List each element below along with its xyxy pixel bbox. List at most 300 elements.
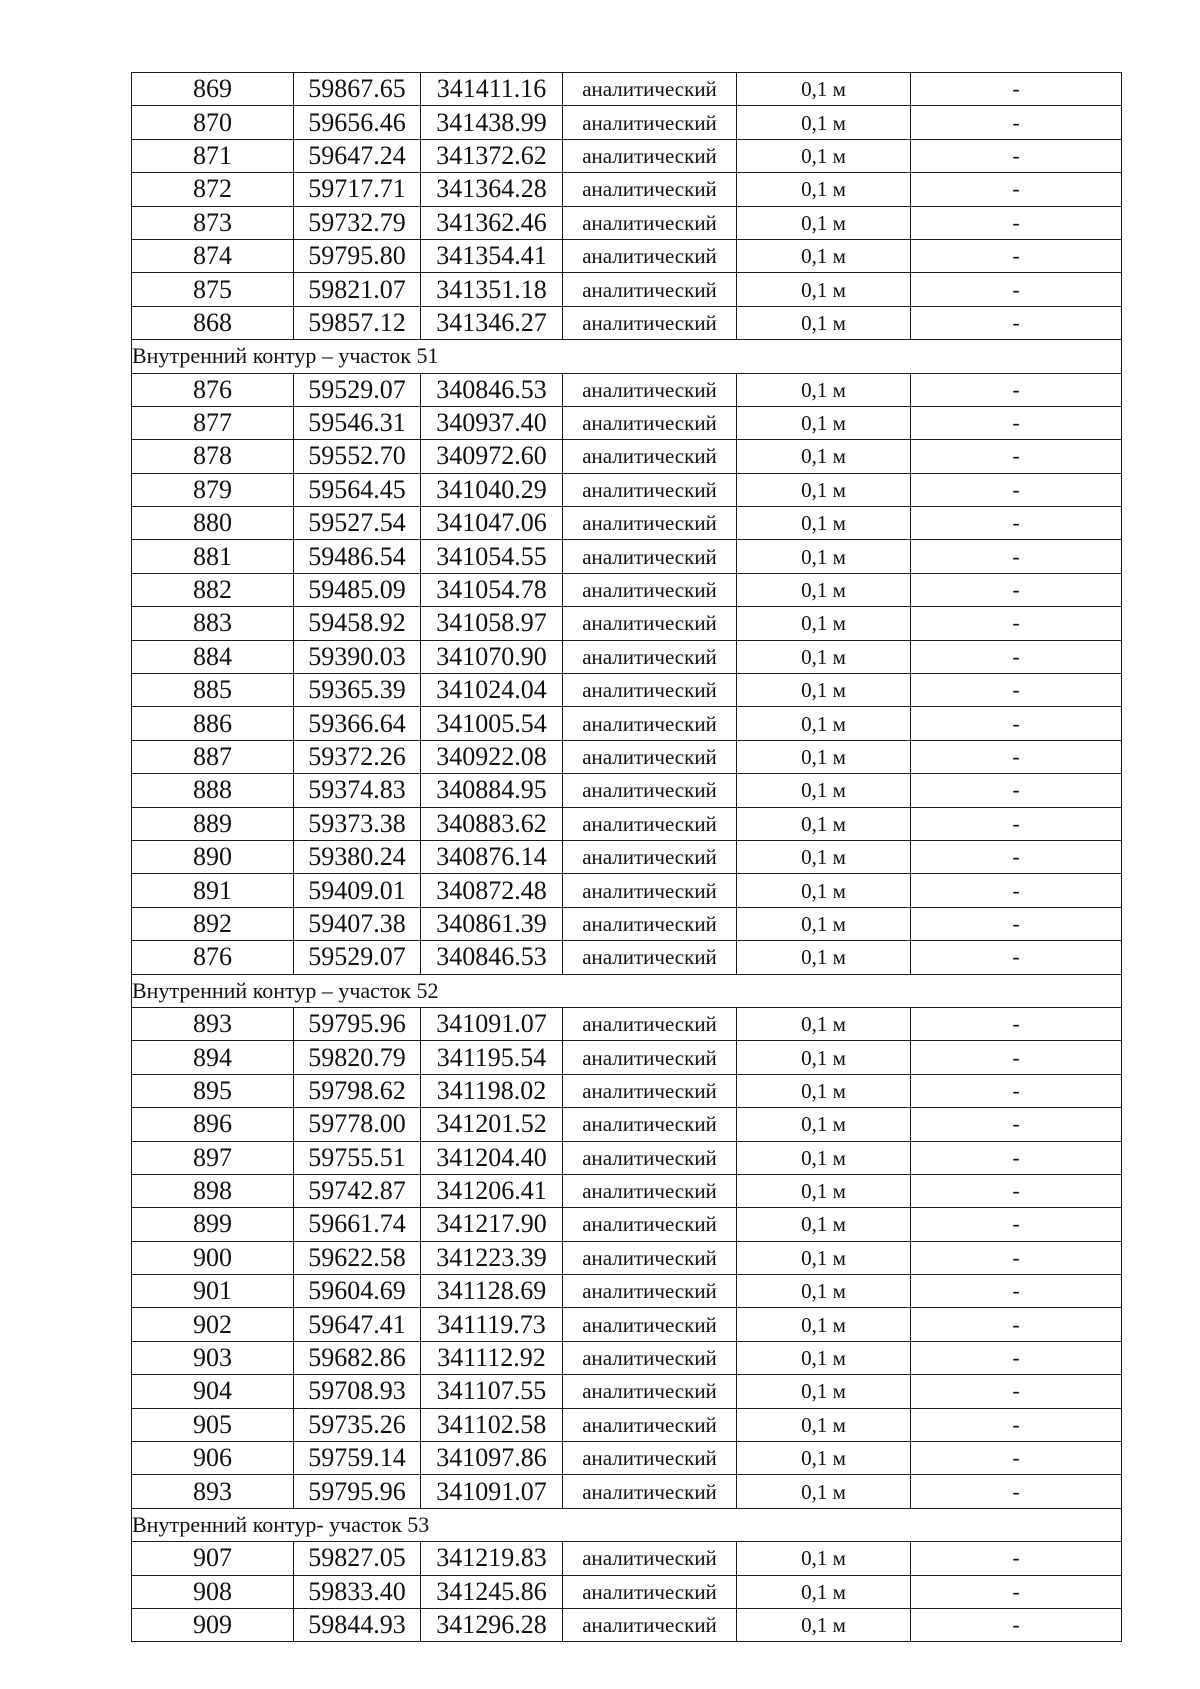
table-row xyxy=(132,1074,1122,1107)
note-cell: - xyxy=(911,1174,1122,1207)
y-coordinate-cell: 341128.69 xyxy=(421,1275,563,1308)
method-cell: аналитический xyxy=(563,1007,737,1040)
section-title: Внутренний контур – участок 52 xyxy=(132,974,1122,1007)
point-number-cell: 901 xyxy=(132,1275,294,1308)
y-coordinate-cell: 341362.46 xyxy=(421,206,563,239)
table-row xyxy=(132,173,1122,206)
method-cell: аналитический xyxy=(563,273,737,306)
x-coordinate-cell: 59564.45 xyxy=(294,473,421,506)
x-coordinate-cell: 59604.69 xyxy=(294,1275,421,1308)
point-number-cell: 899 xyxy=(132,1208,294,1241)
y-coordinate-cell: 341054.78 xyxy=(421,573,563,606)
x-coordinate-cell: 59795.80 xyxy=(294,239,421,272)
method-cell: аналитический xyxy=(563,874,737,907)
point-number-cell: 875 xyxy=(132,273,294,306)
table-row xyxy=(132,1375,1122,1408)
table-row xyxy=(132,1475,1122,1508)
point-number-cell: 888 xyxy=(132,774,294,807)
method-cell: аналитический xyxy=(563,1542,737,1575)
precision-cell: 0,1 м xyxy=(737,1007,911,1040)
note-cell: - xyxy=(911,106,1122,139)
precision-cell: 0,1 м xyxy=(737,1408,911,1441)
note-cell: - xyxy=(911,607,1122,640)
precision-cell: 0,1 м xyxy=(737,674,911,707)
x-coordinate-cell: 59373.38 xyxy=(294,807,421,840)
y-coordinate-cell: 340883.62 xyxy=(421,807,563,840)
y-coordinate-cell: 341198.02 xyxy=(421,1074,563,1107)
point-number-cell: 894 xyxy=(132,1041,294,1074)
table-row xyxy=(132,473,1122,506)
x-coordinate-cell: 59647.24 xyxy=(294,139,421,172)
point-number-cell: 884 xyxy=(132,640,294,673)
y-coordinate-cell: 341119.73 xyxy=(421,1308,563,1341)
method-cell: аналитический xyxy=(563,607,737,640)
table-row xyxy=(132,73,1122,106)
precision-cell: 0,1 м xyxy=(737,640,911,673)
y-coordinate-cell: 341047.06 xyxy=(421,507,563,540)
note-cell: - xyxy=(911,707,1122,740)
table-row xyxy=(132,707,1122,740)
note-cell: - xyxy=(911,907,1122,940)
point-number-cell: 898 xyxy=(132,1174,294,1207)
point-number-cell: 900 xyxy=(132,1241,294,1274)
x-coordinate-cell: 59374.83 xyxy=(294,774,421,807)
y-coordinate-cell: 341438.99 xyxy=(421,106,563,139)
method-cell: аналитический xyxy=(563,1341,737,1374)
precision-cell: 0,1 м xyxy=(737,1208,911,1241)
method-cell: аналитический xyxy=(563,573,737,606)
note-cell: - xyxy=(911,774,1122,807)
x-coordinate-cell: 59407.38 xyxy=(294,907,421,940)
coordinates-table xyxy=(131,72,1122,1642)
note-cell: - xyxy=(911,1442,1122,1475)
x-coordinate-cell: 59742.87 xyxy=(294,1174,421,1207)
note-cell: - xyxy=(911,941,1122,974)
y-coordinate-cell: 341411.16 xyxy=(421,73,563,106)
table-row xyxy=(132,1007,1122,1040)
method-cell: аналитический xyxy=(563,106,737,139)
point-number-cell: 869 xyxy=(132,73,294,106)
x-coordinate-cell: 59827.05 xyxy=(294,1542,421,1575)
table-row xyxy=(132,907,1122,940)
method-cell: аналитический xyxy=(563,206,737,239)
point-number-cell: 870 xyxy=(132,106,294,139)
table-row xyxy=(132,406,1122,439)
point-number-cell: 873 xyxy=(132,206,294,239)
point-number-cell: 890 xyxy=(132,840,294,873)
y-coordinate-cell: 341351.18 xyxy=(421,273,563,306)
note-cell: - xyxy=(911,1108,1122,1141)
table-row xyxy=(132,1275,1122,1308)
table-row xyxy=(132,674,1122,707)
note-cell: - xyxy=(911,1375,1122,1408)
table-row xyxy=(132,440,1122,473)
table-row xyxy=(132,640,1122,673)
method-cell: аналитический xyxy=(563,707,737,740)
x-coordinate-cell: 59682.86 xyxy=(294,1341,421,1374)
x-coordinate-cell: 59708.93 xyxy=(294,1375,421,1408)
precision-cell: 0,1 м xyxy=(737,1608,911,1641)
method-cell: аналитический xyxy=(563,406,737,439)
table-row xyxy=(132,306,1122,339)
y-coordinate-cell: 341346.27 xyxy=(421,306,563,339)
y-coordinate-cell: 341204.40 xyxy=(421,1141,563,1174)
table-row xyxy=(132,373,1122,406)
y-coordinate-cell: 341372.62 xyxy=(421,139,563,172)
point-number-cell: 907 xyxy=(132,1542,294,1575)
method-cell: аналитический xyxy=(563,807,737,840)
point-number-cell: 903 xyxy=(132,1341,294,1374)
method-cell: аналитический xyxy=(563,239,737,272)
table-row xyxy=(132,874,1122,907)
table-row xyxy=(132,1408,1122,1441)
x-coordinate-cell: 59844.93 xyxy=(294,1608,421,1641)
point-number-cell: 880 xyxy=(132,507,294,540)
note-cell: - xyxy=(911,740,1122,773)
precision-cell: 0,1 м xyxy=(737,306,911,339)
table-row xyxy=(132,740,1122,773)
method-cell: аналитический xyxy=(563,540,737,573)
table-row xyxy=(132,540,1122,573)
y-coordinate-cell: 340876.14 xyxy=(421,840,563,873)
precision-cell: 0,1 м xyxy=(737,106,911,139)
method-cell: аналитический xyxy=(563,941,737,974)
precision-cell: 0,1 м xyxy=(737,139,911,172)
x-coordinate-cell: 59372.26 xyxy=(294,740,421,773)
precision-cell: 0,1 м xyxy=(737,1041,911,1074)
method-cell: аналитический xyxy=(563,1241,737,1274)
x-coordinate-cell: 59380.24 xyxy=(294,840,421,873)
table-row xyxy=(132,1241,1122,1274)
note-cell: - xyxy=(911,840,1122,873)
precision-cell: 0,1 м xyxy=(737,507,911,540)
method-cell: аналитический xyxy=(563,1442,737,1475)
precision-cell: 0,1 м xyxy=(737,173,911,206)
note-cell: - xyxy=(911,1275,1122,1308)
note-cell: - xyxy=(911,807,1122,840)
y-coordinate-cell: 340922.08 xyxy=(421,740,563,773)
point-number-cell: 906 xyxy=(132,1442,294,1475)
note-cell: - xyxy=(911,507,1122,540)
table-row xyxy=(132,239,1122,272)
table-row xyxy=(132,774,1122,807)
section-header-row xyxy=(132,974,1122,1007)
note-cell: - xyxy=(911,473,1122,506)
precision-cell: 0,1 м xyxy=(737,1174,911,1207)
table-row xyxy=(132,1041,1122,1074)
x-coordinate-cell: 59795.96 xyxy=(294,1475,421,1508)
y-coordinate-cell: 341201.52 xyxy=(421,1108,563,1141)
precision-cell: 0,1 м xyxy=(737,1542,911,1575)
x-coordinate-cell: 59778.00 xyxy=(294,1108,421,1141)
method-cell: аналитический xyxy=(563,1074,737,1107)
x-coordinate-cell: 59647.41 xyxy=(294,1308,421,1341)
method-cell: аналитический xyxy=(563,1275,737,1308)
method-cell: аналитический xyxy=(563,1475,737,1508)
note-cell: - xyxy=(911,874,1122,907)
note-cell: - xyxy=(911,306,1122,339)
point-number-cell: 871 xyxy=(132,139,294,172)
point-number-cell: 876 xyxy=(132,941,294,974)
precision-cell: 0,1 м xyxy=(737,774,911,807)
precision-cell: 0,1 м xyxy=(737,373,911,406)
y-coordinate-cell: 341296.28 xyxy=(421,1608,563,1641)
table-row xyxy=(132,573,1122,606)
precision-cell: 0,1 м xyxy=(737,707,911,740)
table-row xyxy=(132,840,1122,873)
point-number-cell: 891 xyxy=(132,874,294,907)
x-coordinate-cell: 59820.79 xyxy=(294,1041,421,1074)
table-row xyxy=(132,1608,1122,1641)
table-row xyxy=(132,607,1122,640)
note-cell: - xyxy=(911,1041,1122,1074)
table-row xyxy=(132,1442,1122,1475)
y-coordinate-cell: 341091.07 xyxy=(421,1007,563,1040)
note-cell: - xyxy=(911,373,1122,406)
precision-cell: 0,1 м xyxy=(737,440,911,473)
precision-cell: 0,1 м xyxy=(737,1241,911,1274)
precision-cell: 0,1 м xyxy=(737,1108,911,1141)
point-number-cell: 868 xyxy=(132,306,294,339)
x-coordinate-cell: 59546.31 xyxy=(294,406,421,439)
x-coordinate-cell: 59485.09 xyxy=(294,573,421,606)
x-coordinate-cell: 59552.70 xyxy=(294,440,421,473)
point-number-cell: 887 xyxy=(132,740,294,773)
precision-cell: 0,1 м xyxy=(737,1275,911,1308)
table-row xyxy=(132,1208,1122,1241)
note-cell: - xyxy=(911,1608,1122,1641)
method-cell: аналитический xyxy=(563,373,737,406)
note-cell: - xyxy=(911,173,1122,206)
section-header-row xyxy=(132,1508,1122,1541)
y-coordinate-cell: 341102.58 xyxy=(421,1408,563,1441)
note-cell: - xyxy=(911,1408,1122,1441)
point-number-cell: 885 xyxy=(132,674,294,707)
section-header-row xyxy=(132,340,1122,373)
method-cell: аналитический xyxy=(563,1041,737,1074)
table-row xyxy=(132,1542,1122,1575)
point-number-cell: 878 xyxy=(132,440,294,473)
note-cell: - xyxy=(911,1141,1122,1174)
method-cell: аналитический xyxy=(563,1174,737,1207)
x-coordinate-cell: 59717.71 xyxy=(294,173,421,206)
precision-cell: 0,1 м xyxy=(737,1475,911,1508)
precision-cell: 0,1 м xyxy=(737,1074,911,1107)
note-cell: - xyxy=(911,206,1122,239)
x-coordinate-cell: 59527.54 xyxy=(294,507,421,540)
x-coordinate-cell: 59867.65 xyxy=(294,73,421,106)
note-cell: - xyxy=(911,1208,1122,1241)
point-number-cell: 877 xyxy=(132,406,294,439)
method-cell: аналитический xyxy=(563,1575,737,1608)
y-coordinate-cell: 341058.97 xyxy=(421,607,563,640)
x-coordinate-cell: 59661.74 xyxy=(294,1208,421,1241)
x-coordinate-cell: 59390.03 xyxy=(294,640,421,673)
y-coordinate-cell: 341054.55 xyxy=(421,540,563,573)
x-coordinate-cell: 59732.79 xyxy=(294,206,421,239)
y-coordinate-cell: 341223.39 xyxy=(421,1241,563,1274)
point-number-cell: 893 xyxy=(132,1475,294,1508)
precision-cell: 0,1 м xyxy=(737,540,911,573)
note-cell: - xyxy=(911,1475,1122,1508)
precision-cell: 0,1 м xyxy=(737,239,911,272)
note-cell: - xyxy=(911,1074,1122,1107)
y-coordinate-cell: 340846.53 xyxy=(421,941,563,974)
method-cell: аналитический xyxy=(563,1408,737,1441)
note-cell: - xyxy=(911,73,1122,106)
x-coordinate-cell: 59833.40 xyxy=(294,1575,421,1608)
coordinates-table-body xyxy=(132,73,1122,1642)
table-row xyxy=(132,273,1122,306)
method-cell: аналитический xyxy=(563,907,737,940)
point-number-cell: 897 xyxy=(132,1141,294,1174)
point-number-cell: 876 xyxy=(132,373,294,406)
precision-cell: 0,1 м xyxy=(737,273,911,306)
precision-cell: 0,1 м xyxy=(737,406,911,439)
precision-cell: 0,1 м xyxy=(737,941,911,974)
point-number-cell: 883 xyxy=(132,607,294,640)
y-coordinate-cell: 341364.28 xyxy=(421,173,563,206)
method-cell: аналитический xyxy=(563,73,737,106)
y-coordinate-cell: 341219.83 xyxy=(421,1542,563,1575)
point-number-cell: 893 xyxy=(132,1007,294,1040)
x-coordinate-cell: 59529.07 xyxy=(294,941,421,974)
table-row xyxy=(132,807,1122,840)
precision-cell: 0,1 м xyxy=(737,874,911,907)
table-row xyxy=(132,206,1122,239)
point-number-cell: 902 xyxy=(132,1308,294,1341)
method-cell: аналитический xyxy=(563,774,737,807)
precision-cell: 0,1 м xyxy=(737,1375,911,1408)
point-number-cell: 908 xyxy=(132,1575,294,1608)
y-coordinate-cell: 341112.92 xyxy=(421,1341,563,1374)
note-cell: - xyxy=(911,573,1122,606)
section-title: Внутренний контур – участок 51 xyxy=(132,340,1122,373)
precision-cell: 0,1 м xyxy=(737,807,911,840)
note-cell: - xyxy=(911,1241,1122,1274)
precision-cell: 0,1 м xyxy=(737,206,911,239)
x-coordinate-cell: 59458.92 xyxy=(294,607,421,640)
y-coordinate-cell: 341024.04 xyxy=(421,674,563,707)
note-cell: - xyxy=(911,139,1122,172)
y-coordinate-cell: 341107.55 xyxy=(421,1375,563,1408)
table-row xyxy=(132,106,1122,139)
point-number-cell: 892 xyxy=(132,907,294,940)
point-number-cell: 909 xyxy=(132,1608,294,1641)
table-row xyxy=(132,1141,1122,1174)
x-coordinate-cell: 59857.12 xyxy=(294,306,421,339)
y-coordinate-cell: 340972.60 xyxy=(421,440,563,473)
x-coordinate-cell: 59486.54 xyxy=(294,540,421,573)
y-coordinate-cell: 341245.86 xyxy=(421,1575,563,1608)
point-number-cell: 882 xyxy=(132,573,294,606)
method-cell: аналитический xyxy=(563,306,737,339)
table-row xyxy=(132,1174,1122,1207)
section-title: Внутренний контур- участок 53 xyxy=(132,1508,1122,1541)
method-cell: аналитический xyxy=(563,1608,737,1641)
point-number-cell: 905 xyxy=(132,1408,294,1441)
point-number-cell: 896 xyxy=(132,1108,294,1141)
precision-cell: 0,1 м xyxy=(737,1575,911,1608)
x-coordinate-cell: 59365.39 xyxy=(294,674,421,707)
y-coordinate-cell: 341091.07 xyxy=(421,1475,563,1508)
x-coordinate-cell: 59798.62 xyxy=(294,1074,421,1107)
table-row xyxy=(132,1341,1122,1374)
precision-cell: 0,1 м xyxy=(737,607,911,640)
y-coordinate-cell: 341354.41 xyxy=(421,239,563,272)
note-cell: - xyxy=(911,540,1122,573)
y-coordinate-cell: 341195.54 xyxy=(421,1041,563,1074)
x-coordinate-cell: 59622.58 xyxy=(294,1241,421,1274)
method-cell: аналитический xyxy=(563,440,737,473)
table-row xyxy=(132,1575,1122,1608)
method-cell: аналитический xyxy=(563,1375,737,1408)
x-coordinate-cell: 59821.07 xyxy=(294,273,421,306)
point-number-cell: 874 xyxy=(132,239,294,272)
point-number-cell: 881 xyxy=(132,540,294,573)
method-cell: аналитический xyxy=(563,740,737,773)
note-cell: - xyxy=(911,440,1122,473)
method-cell: аналитический xyxy=(563,1108,737,1141)
y-coordinate-cell: 341097.86 xyxy=(421,1442,563,1475)
note-cell: - xyxy=(911,239,1122,272)
note-cell: - xyxy=(911,1341,1122,1374)
note-cell: - xyxy=(911,406,1122,439)
method-cell: аналитический xyxy=(563,1141,737,1174)
method-cell: аналитический xyxy=(563,640,737,673)
method-cell: аналитический xyxy=(563,139,737,172)
table-row xyxy=(132,1308,1122,1341)
table-row xyxy=(132,139,1122,172)
method-cell: аналитический xyxy=(563,173,737,206)
x-coordinate-cell: 59755.51 xyxy=(294,1141,421,1174)
y-coordinate-cell: 340884.95 xyxy=(421,774,563,807)
x-coordinate-cell: 59366.64 xyxy=(294,707,421,740)
point-number-cell: 886 xyxy=(132,707,294,740)
y-coordinate-cell: 341206.41 xyxy=(421,1174,563,1207)
y-coordinate-cell: 340846.53 xyxy=(421,373,563,406)
note-cell: - xyxy=(911,674,1122,707)
x-coordinate-cell: 59529.07 xyxy=(294,373,421,406)
y-coordinate-cell: 340861.39 xyxy=(421,907,563,940)
note-cell: - xyxy=(911,1007,1122,1040)
y-coordinate-cell: 341005.54 xyxy=(421,707,563,740)
precision-cell: 0,1 м xyxy=(737,573,911,606)
point-number-cell: 879 xyxy=(132,473,294,506)
method-cell: аналитический xyxy=(563,1208,737,1241)
table-row xyxy=(132,941,1122,974)
y-coordinate-cell: 341217.90 xyxy=(421,1208,563,1241)
y-coordinate-cell: 341070.90 xyxy=(421,640,563,673)
x-coordinate-cell: 59759.14 xyxy=(294,1442,421,1475)
method-cell: аналитический xyxy=(563,674,737,707)
precision-cell: 0,1 м xyxy=(737,1141,911,1174)
method-cell: аналитический xyxy=(563,507,737,540)
table-row xyxy=(132,507,1122,540)
point-number-cell: 872 xyxy=(132,173,294,206)
x-coordinate-cell: 59656.46 xyxy=(294,106,421,139)
precision-cell: 0,1 м xyxy=(737,73,911,106)
precision-cell: 0,1 м xyxy=(737,740,911,773)
x-coordinate-cell: 59735.26 xyxy=(294,1408,421,1441)
precision-cell: 0,1 м xyxy=(737,1341,911,1374)
note-cell: - xyxy=(911,640,1122,673)
y-coordinate-cell: 340937.40 xyxy=(421,406,563,439)
method-cell: аналитический xyxy=(563,473,737,506)
note-cell: - xyxy=(911,1308,1122,1341)
precision-cell: 0,1 м xyxy=(737,473,911,506)
x-coordinate-cell: 59795.96 xyxy=(294,1007,421,1040)
